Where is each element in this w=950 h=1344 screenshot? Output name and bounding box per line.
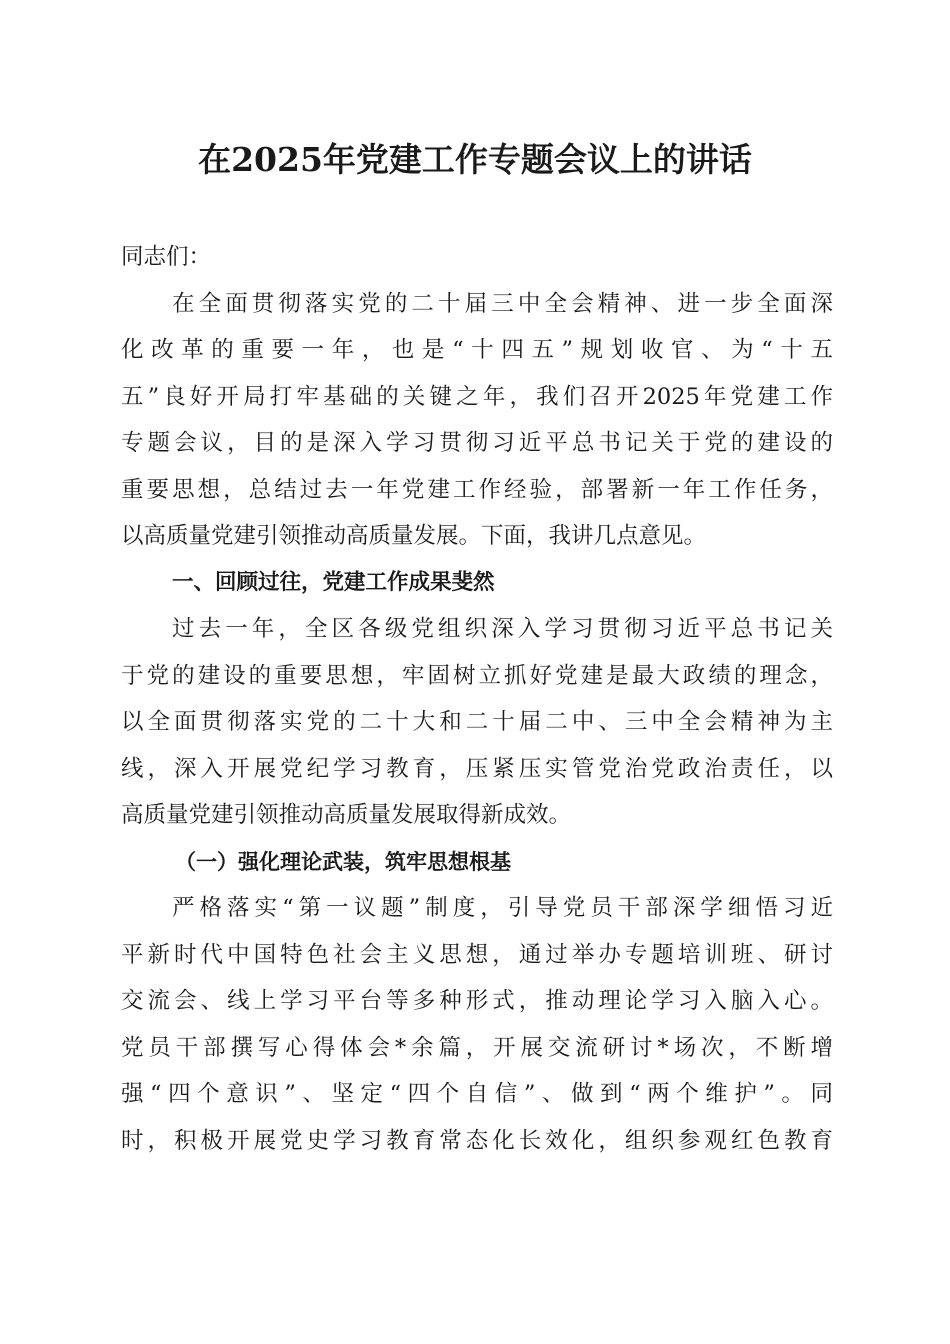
section-line: 高质量党建引领推动高质量发展取得新成效。: [121, 802, 572, 828]
subsection-line: 党员干部撰写心得体会*余篇，开展交流研讨*场次，不断增: [121, 1034, 833, 1061]
document-body: [121, 234, 833, 1164]
salutation: 同志们：: [121, 244, 212, 270]
section-heading: 一、回顾过往，党建工作成果斐然: [172, 569, 495, 595]
intro-line: 在全面贯彻落实党的二十届三中全会精神、进一步全面深: [172, 290, 833, 317]
section-line: 于党的建设的重要思想，牢固树立抓好党建是最大政绩的理念，: [121, 662, 833, 689]
subsection-line: 强“四个意识”、坚定“四个自信”、做到“两个维护”。同: [121, 1081, 833, 1107]
subsection-line: 严格落实“第一议题”制度，引导党员干部深学细悟习近: [172, 895, 833, 921]
intro-line: 专题会议，目的是深入学习贯彻习近平总书记关于党的建设的: [121, 430, 833, 456]
subsection-line: 时，积极开展党史学习教育常态化长效化，组织参观红色教育: [121, 1127, 833, 1154]
intro-line: 五”良好开局打牢基础的关键之年，我们召开2025年党建工作: [121, 383, 833, 410]
section-line: 线，深入开展党纪学习教育，压紧压实管党治党政治责任，以: [121, 755, 833, 782]
document-title: 在2025年党建工作专题会议上的讲话: [198, 140, 752, 179]
subsection-heading: （一）强化理论武装，筑牢思想根基: [175, 848, 511, 874]
intro-line: 重要思想，总结过去一年党建工作经验，部署新一年工作任务，: [121, 476, 833, 503]
section-line: 以全面贯彻落实党的二十大和二十届二中、三中全会精神为主: [121, 709, 833, 735]
intro-line: 以高质量党建引领推动高质量发展。下面，我讲几点意见。: [121, 523, 707, 549]
intro-line: 化改革的重要一年，也是“十四五”规划收官、为“十五: [121, 337, 833, 363]
subsection-line: 平新时代中国特色社会主义思想，通过举办专题培训班、研讨: [121, 941, 833, 968]
subsection-line: 交流会、线上学习平台等多种形式，推动理论学习入脑入心。: [121, 988, 833, 1014]
section-line: 过去一年，全区各级党组织深入学习贯彻习近平总书记关: [172, 616, 833, 642]
